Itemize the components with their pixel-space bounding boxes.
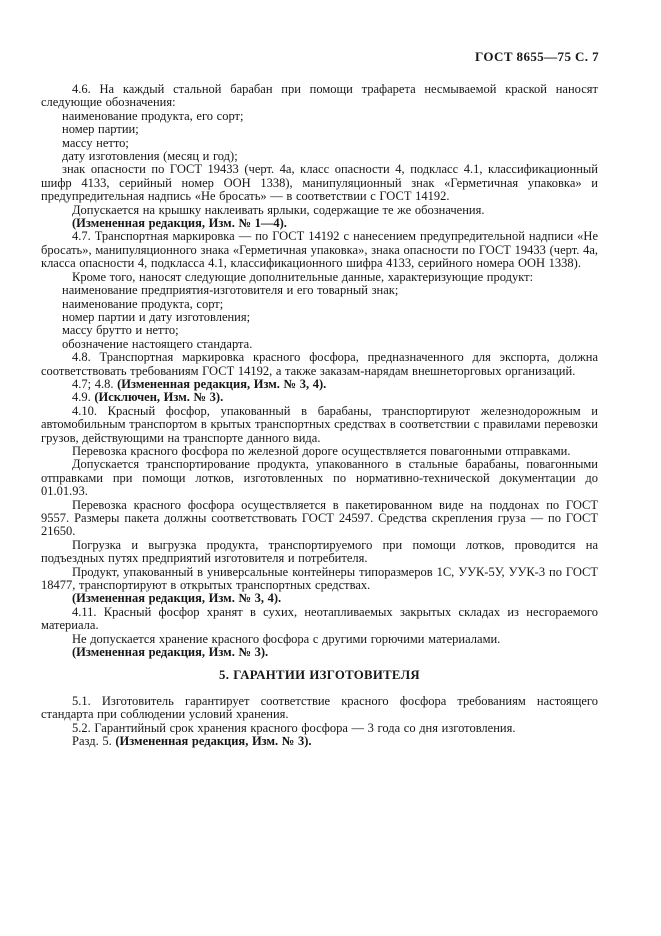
text-run: наименование продукта, его сорт; xyxy=(62,108,244,123)
paragraph xyxy=(41,633,598,646)
text-run: (Измененная редакция, Изм. № 3). xyxy=(72,645,269,660)
text-run: Погрузка и выгрузка продукта, транспортируемого при помощи лотков, проводится на подъездных путях предприятий изготовителя и потребителя. xyxy=(41,537,598,566)
paragraph xyxy=(41,391,598,404)
text-run: наименование предприятия-изготовителя и его товарный знак; xyxy=(62,283,399,298)
paragraph xyxy=(41,735,598,748)
paragraph xyxy=(41,695,598,722)
text-run: номер партии и дату изготовления; xyxy=(62,309,251,324)
text-run: обозначение настоящего стандарта. xyxy=(62,336,253,351)
paragraph xyxy=(41,566,598,593)
text-run: 5. ГАРАНТИИ ИЗГОТОВИТЕЛЯ xyxy=(219,668,420,683)
list-item xyxy=(41,338,598,351)
paragraph xyxy=(41,83,598,110)
text-run: (Измененная редакция, Изм. № 3). xyxy=(115,734,312,749)
text-run: знак опасности по ГОСТ 19433 (черт. 4а, класс опасности 4, подкласс 4.1, классификационный шифр 4133, серийный номер ООН 1338), манипуляционный знак «Герметичная упаковка» и предупредительная надпись «Не бросать» — в соответствии с ГОСТ 14192. xyxy=(41,162,598,204)
paragraph xyxy=(41,230,598,270)
text-run: (Измененная редакция, Изм. № 3, 4). xyxy=(117,376,327,391)
paragraph xyxy=(41,217,598,230)
text-run: массу брутто и нетто; xyxy=(62,323,179,338)
text-run: 4.9. xyxy=(72,390,95,405)
list-item xyxy=(41,284,598,297)
paragraph xyxy=(41,606,598,633)
paragraph xyxy=(41,458,598,498)
text-run: 4.6. На каждый стальной барабан при помощи трафарета несмываемой краской наносят следующие обозначения: xyxy=(41,82,598,110)
text-run: Допускается транспортирование продукта, упакованного в стальные барабаны, повагонными отправками при помощи лотков, изготовленных по нормативно-технической документации до 01.01.93. xyxy=(41,457,598,499)
section-heading xyxy=(41,669,598,682)
text-run: 4.7. Транспортная маркировка — по ГОСТ 14192 с нанесением предупредительной надписи «Не бросать», манипуляционного знака «Герметичная упаковка», знака опасности по ГОСТ 19433 (черт. 4а, класса опасности 4, подкласса 4.1, классификационного шифра 4133, серийного номера ООН 1338). xyxy=(41,229,598,271)
list-item xyxy=(41,137,598,150)
text-run: 4.11. Красный фосфор хранят в сухих, неотапливаемых закрытых складах из несгораемого материала. xyxy=(41,604,598,633)
paragraph xyxy=(41,271,598,284)
text-run: Допускается на крышку наклеивать ярлыки, содержащие те же обозначения. xyxy=(72,202,485,217)
text-run: Разд. 5. xyxy=(72,734,116,749)
text-run: 4.8. Транспортная маркировка красного фосфора, предназначенного для экспорта, должна соответствовать требованиям ГОСТ 14192, а также заказам-нарядам внешнеторговых организаций. xyxy=(41,350,598,378)
list-item xyxy=(41,311,598,324)
text-run: Перевозка красного фосфора по железной дороге осуществляется повагонными отправками. xyxy=(72,443,571,458)
text-run: 4.7; 4.8. xyxy=(72,376,118,391)
text-run: Кроме того, наносят следующие дополнительные данные, характеризующие продукт: xyxy=(72,269,534,284)
paragraph xyxy=(41,204,598,217)
text-run: Не допускается хранение красного фосфора с другими горючими материалами. xyxy=(72,631,501,646)
paragraph xyxy=(41,646,598,659)
list-item xyxy=(41,298,598,311)
text-run: номер партии; xyxy=(62,122,139,137)
list-item xyxy=(41,123,598,136)
list-item xyxy=(41,110,598,123)
paragraph xyxy=(41,499,598,539)
text-run: (Измененная редакция, Изм. № 1—4). xyxy=(72,216,287,231)
text-run: (Измененная редакция, Изм. № 3, 4). xyxy=(72,591,282,606)
list-item xyxy=(41,150,598,163)
paragraph xyxy=(41,445,598,458)
text-run: (Исключен, Изм. № 3). xyxy=(94,390,224,405)
text-run: 5.2. Гарантийный срок хранения красного фосфора — 3 года со дня изготовления. xyxy=(72,720,516,735)
paragraph xyxy=(41,405,598,445)
list-item xyxy=(41,163,598,203)
text-run: Продукт, упакованный в универсальные контейнеры типоразмеров 1С, УУК-5У, УУК-3 по ГОСТ 18477, транспортируют в открытых транспортных средствах. xyxy=(41,564,598,593)
text-run: Перевозка красного фосфора осуществляется в пакетированном виде на поддонах по ГОСТ 9557. Размеры пакета должны соответствовать ГОСТ 24597. Средства скрепления груза — по ГОСТ 21650. xyxy=(41,497,598,539)
paragraph xyxy=(41,378,598,391)
text-run: массу нетто; xyxy=(62,135,129,150)
text-run: наименование продукта, сорт; xyxy=(62,296,224,311)
paragraph xyxy=(41,351,598,378)
paragraph xyxy=(41,722,598,735)
paragraph xyxy=(41,592,598,605)
text-run: 5.1. Изготовитель гарантирует соответствие красного фосфора требованиям настоящего стандарта при соблюдении условий хранения. xyxy=(41,693,598,722)
page-header: ГОСТ 8655—75 С. 7 xyxy=(475,49,599,64)
paragraph xyxy=(41,539,598,566)
text-run: дату изготовления (месяц и год); xyxy=(62,149,238,164)
text-run: 4.10. Красный фосфор, упакованный в барабаны, транспортируют железнодорожным и автомобильным транспортом в крытых транспортных средствах в соответствии с правилами перевозки грузов, действующими на транспорте данного вида. xyxy=(41,403,598,445)
list-item xyxy=(41,324,598,337)
document-body xyxy=(41,83,598,749)
